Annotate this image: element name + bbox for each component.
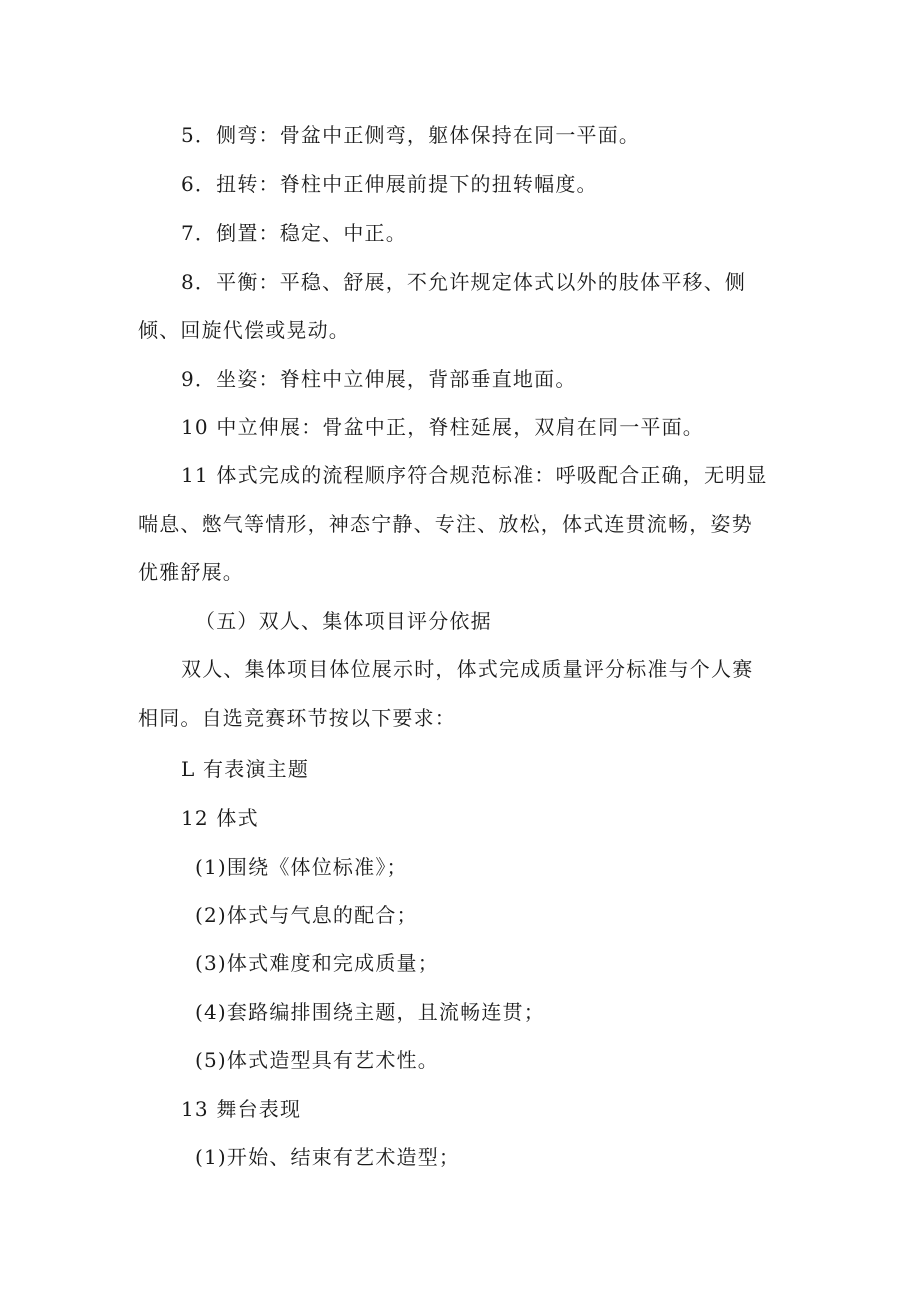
text-line-postures: 12 体式 — [181, 806, 259, 830]
text-line-theme: L 有表演主题 — [181, 757, 310, 781]
text-line-sequence-cont-2: 优雅舒展。 — [138, 560, 244, 584]
text-line-balance-cont: 倾、回旋代偿或晃动。 — [138, 318, 350, 342]
text-line-inversion: 7．倒置：稳定、中正。 — [181, 221, 407, 245]
text-line-balance: 8．平衡：平稳、舒展，不允许规定体式以外的肢体平移、侧 — [181, 270, 747, 294]
text-line-sequence-cont-1: 喘息、憋气等情形，神态宁静、专注、放松，体式连贯流畅，姿势 — [138, 512, 753, 536]
list-item-1: (1)围绕《体位标准》； — [195, 855, 408, 879]
section-heading: （五）双人、集体项目评分依据 — [195, 609, 492, 633]
text-line-seated: 9．坐姿：脊柱中立伸展，背部垂直地面。 — [181, 367, 577, 391]
list-item-4: (4)套路编排围绕主题，且流畅连贯； — [195, 1000, 545, 1024]
text-line-twist: 6．扭转：脊柱中正伸展前提下的扭转幅度。 — [181, 172, 598, 196]
text-line-sequence: 11 体式完成的流程顺序符合规范标准：呼吸配合正确，无明显 — [181, 463, 768, 487]
list-item-2: (2)体式与气息的配合； — [195, 903, 418, 927]
text-line-pairs-cont: 相同。自选竞赛环节按以下要求： — [138, 706, 456, 730]
text-line-neutral-extension: 10 中立伸展：骨盆中正，脊柱延展，双肩在同一平面。 — [181, 415, 705, 439]
text-line-stage: 13 舞台表现 — [181, 1097, 302, 1121]
text-line-side-bend: 5．侧弯：骨盆中正侧弯，躯体保持在同一平面。 — [181, 123, 641, 147]
list-item-5: (5)体式造型具有艺术性。 — [195, 1048, 439, 1072]
text-line-pairs: 双人、集体项目体位展示时，体式完成质量评分标准与个人赛 — [181, 657, 754, 681]
list-item-3: (3)体式难度和完成质量； — [195, 951, 439, 975]
list-item-stage-1: (1)开始、结束有艺术造型； — [195, 1145, 461, 1169]
